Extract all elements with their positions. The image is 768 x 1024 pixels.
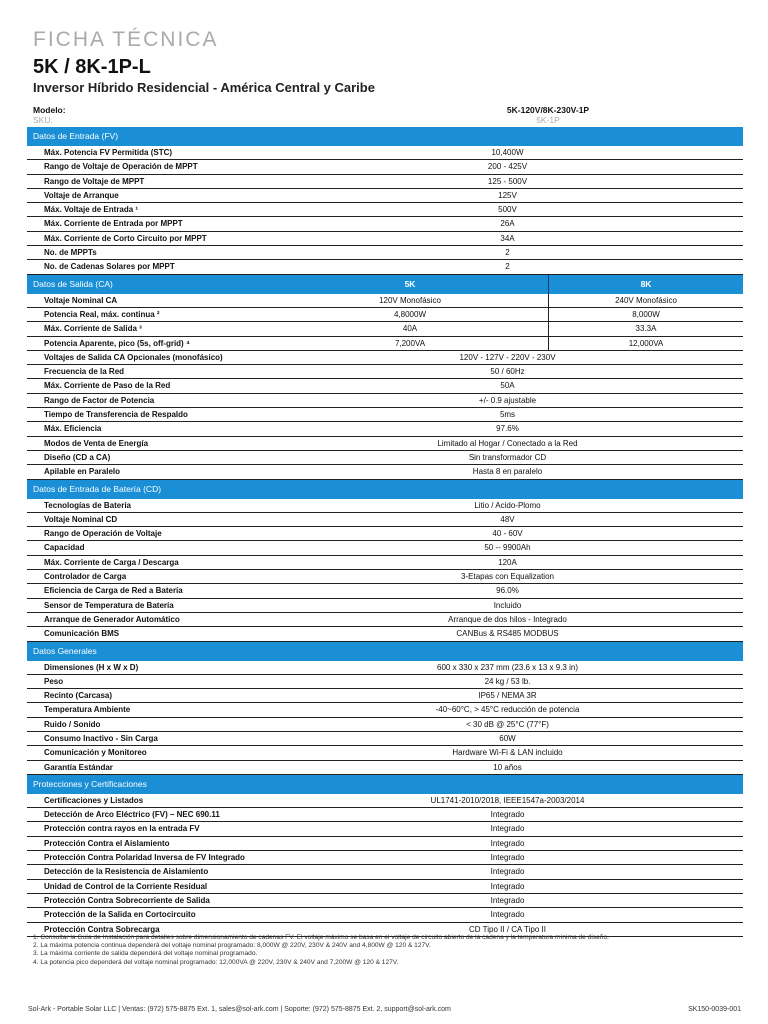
- footer-doc-id: SK150-0039-001: [688, 1006, 741, 1013]
- section-title: Protecciones y Certificaciones: [33, 778, 147, 789]
- spec-row: [27, 499, 743, 513]
- spec-row: [27, 570, 743, 584]
- section-header: [27, 642, 743, 661]
- spec-row: [27, 422, 743, 436]
- spec-row: [27, 203, 743, 217]
- spec-row: [27, 746, 743, 760]
- spec-value: 125 - 500V: [487, 176, 528, 186]
- section-title: Datos de Entrada de Batería (CD): [33, 483, 162, 494]
- section-header: [27, 127, 743, 146]
- spec-row: [27, 160, 743, 174]
- section-title: Datos de Salida (CA): [33, 278, 113, 289]
- spec-label: Rango de Voltaje de Operación de MPPT: [44, 162, 198, 172]
- spec-value: Hardware Wi-Fi & LAN incluido: [452, 748, 563, 758]
- spec-label: Comunicación BMS: [44, 629, 120, 639]
- spec-row: [27, 260, 743, 274]
- footnote: 1. Consultar la Guía de Instalación para detalles sobre dimensionamiento de cadenas FV. El voltaje máximo se basa en el voltaje de circuito abierto de la cadena y la temperatura mínima de diseño.: [33, 934, 609, 941]
- spec-value: 120A: [498, 557, 517, 567]
- model-value: 5K-120V/8K-230V-1P: [506, 105, 590, 115]
- spec-row: [27, 322, 743, 336]
- spec-value: 50 / 60Hz: [490, 367, 525, 377]
- spec-row: [27, 308, 743, 322]
- spec-label: Tecnologías de Batería: [44, 500, 131, 510]
- spec-row: [27, 880, 743, 894]
- spec-row: [27, 451, 743, 465]
- spec-label: Consumo Inactivo - Sin Carga: [44, 733, 158, 743]
- spec-value: 34A: [500, 233, 515, 243]
- footnote: 2. La máxima potencia continua dependerá del voltaje nominal programado: 8,000W @ 220V, 230V & 240V and 4,800W @ 120 & 127V.: [33, 942, 431, 950]
- spec-row: [27, 822, 743, 836]
- spec-label: Garantía Estándar: [44, 762, 113, 772]
- spec-value: +/- 0.9 ajustable: [478, 395, 537, 405]
- spec-row: [27, 584, 743, 598]
- spec-label: Máx. Eficiencia: [44, 424, 102, 434]
- footnote: 3. La máxima corriente de salida dependerá del voltaje nominal programado.: [33, 950, 258, 958]
- footnote: 4. La potencia pico dependerá del voltaje nominal programado: 12,000VA @ 220V, 230V & 240V and 7,200W @ 120 & 127V.: [33, 958, 399, 966]
- spec-value: 40 - 60V: [492, 529, 523, 539]
- subtitle: Inversor Híbrido Residencial - América Central y Caribe: [33, 80, 375, 95]
- spec-value: Integrado: [490, 910, 525, 920]
- spec-row: [27, 794, 743, 808]
- spec-value-5k: 7,200VA: [272, 337, 549, 350]
- spec-value: 120V - 127V - 220V - 230V: [459, 352, 556, 362]
- spec-value-5k: 120V Monofásico: [272, 294, 549, 307]
- spec-label: Dimensiones (H x W x D): [44, 662, 139, 672]
- spec-label: Tiempo de Transferencia de Respaldo: [44, 410, 188, 420]
- spec-label: Protección de la Salida en Cortocircuito: [44, 910, 196, 920]
- footnotes: [33, 934, 745, 967]
- spec-label: Protección Contra el Aislamiento: [44, 838, 170, 848]
- spec-value-8k: 12,000VA: [628, 338, 664, 348]
- section-title: Datos de Entrada (FV): [33, 131, 119, 141]
- spec-value: 24 kg / 53 lb.: [484, 676, 531, 686]
- spec-row: [27, 232, 743, 246]
- spec-row: [27, 689, 743, 703]
- spec-row: [27, 613, 743, 627]
- spec-value: 10,400W: [491, 148, 524, 157]
- column-header-5k: 5K: [404, 278, 416, 289]
- spec-value: Arranque de dos hilos - Integrado: [448, 614, 567, 624]
- spec-value-5k: 4,8000W: [272, 308, 549, 321]
- spec-label: No. de Cadenas Solares por MPPT: [44, 262, 175, 272]
- spec-label: Máx. Voltaje de Entrada ¹: [44, 205, 139, 215]
- spec-value-5k: 40A: [272, 322, 549, 335]
- spec-label: Diseño (CD a CA): [44, 452, 111, 462]
- spec-label: Rango de Operación de Voltaje: [44, 529, 162, 539]
- spec-value: 26A: [500, 219, 515, 229]
- spec-value: Integrado: [490, 838, 525, 848]
- spec-value: CD Tipo II / CA Tipo II: [469, 924, 546, 934]
- spec-row: [27, 761, 743, 775]
- spec-row: [27, 732, 743, 746]
- spec-value: 200 - 425V: [487, 162, 528, 172]
- eyebrow-title: FICHA TÉCNICA: [33, 28, 219, 51]
- spec-value: Integrado: [490, 881, 525, 891]
- spec-row: [27, 365, 743, 379]
- spec-row: [27, 556, 743, 570]
- spec-label: Máx. Corriente de Corto Circuito por MPPT: [44, 233, 207, 243]
- model-row: [33, 105, 743, 127]
- spec-value: Incluido: [493, 600, 522, 610]
- spec-label: Potencia Real, máx. continua ²: [44, 309, 160, 319]
- spec-value: 125V: [498, 190, 517, 200]
- model-title: 5K / 8K-1P-L: [33, 56, 151, 78]
- spec-value-8k: 33.3A: [635, 324, 657, 334]
- spec-label: Máx. Corriente de Entrada por MPPT: [44, 219, 183, 229]
- spec-row: [27, 337, 743, 351]
- spec-label: Protección Contra Polaridad Inversa de FV Integrado: [44, 853, 245, 863]
- spec-label: No. de MPPTs: [44, 248, 97, 258]
- spec-row: [27, 718, 743, 732]
- spec-row: [27, 661, 743, 675]
- spec-row: [27, 908, 743, 922]
- spec-row: [27, 541, 743, 555]
- spec-value: Hasta 8 en paralelo: [472, 467, 543, 477]
- spec-value: Integrado: [490, 824, 525, 834]
- spec-label: Unidad de Control de la Corriente Residual: [44, 881, 208, 891]
- spec-value: -40~60°C, > 45°C reducción de potencia: [435, 705, 580, 715]
- spec-row: [27, 865, 743, 879]
- spec-value: 50A: [500, 381, 515, 391]
- spec-value: Integrado: [490, 867, 525, 877]
- spec-value: 10 años: [493, 762, 522, 772]
- spec-row: [27, 703, 743, 717]
- column-header-8k: 8K: [640, 278, 652, 289]
- spec-label: Potencia Aparente, pico (5s, off-grid) ⁴: [44, 338, 190, 348]
- spec-label: Voltaje Nominal CD: [44, 514, 118, 524]
- spec-table: [27, 127, 743, 937]
- spec-row: [27, 408, 743, 422]
- spec-label: Protección contra rayos en la entrada FV: [44, 824, 200, 834]
- spec-row: [27, 175, 743, 189]
- spec-value: 97.6%: [496, 424, 519, 434]
- spec-label: Apilable en Paralelo: [44, 467, 121, 477]
- spec-value: Integrado: [490, 810, 525, 820]
- spec-value: 600 x 330 x 237 mm (23.6 x 13 x 9.3 in): [437, 662, 578, 672]
- spec-label: Máx. Corriente de Paso de la Red: [44, 381, 171, 391]
- spec-row: [27, 437, 743, 451]
- spec-label: Voltaje de Arranque: [44, 190, 119, 200]
- spec-row: [27, 465, 743, 479]
- spec-row: [27, 894, 743, 908]
- spec-value-8k: 240V Monofásico: [615, 295, 677, 305]
- spec-value: 48V: [500, 514, 515, 524]
- spec-value: IP65 / NEMA 3R: [478, 691, 537, 701]
- spec-value: 3-Etapas con Equalization: [461, 572, 554, 582]
- spec-label: Peso: [44, 676, 64, 686]
- spec-value: Sin transformador CD: [468, 452, 547, 462]
- spec-row: [27, 599, 743, 613]
- spec-label: Máx. Corriente de Carga / Descarga: [44, 557, 179, 567]
- model-label: Modelo:: [33, 105, 66, 115]
- spec-value: 60W: [499, 733, 516, 743]
- spec-value: Integrado: [490, 895, 525, 905]
- spec-row: [27, 527, 743, 541]
- spec-value: 5ms: [499, 410, 516, 420]
- spec-row: [27, 294, 743, 308]
- spec-row: [27, 808, 743, 822]
- sku-value: 5K-1P: [536, 115, 560, 125]
- spec-label: Protección Contra Sobrecorriente de Salida: [44, 895, 210, 905]
- spec-label: Temperatura Ambiente: [44, 705, 131, 715]
- spec-value: Litio / Acido-Plomo: [474, 500, 541, 510]
- spec-label: Modos de Venta de Energía: [44, 438, 149, 448]
- spec-row: [27, 837, 743, 851]
- spec-label: Recinto (Carcasa): [44, 691, 113, 701]
- spec-row: [27, 351, 743, 365]
- spec-value: 50 -- 9900Ah: [484, 543, 531, 553]
- spec-row: [27, 851, 743, 865]
- spec-label: Protección Contra Sobrecarga: [44, 924, 160, 934]
- spec-label: Ruido / Sonido: [44, 719, 101, 729]
- spec-value: Limitado al Hogar / Conectado a la Red: [437, 438, 578, 448]
- spec-row: [27, 246, 743, 260]
- section-header: [27, 775, 743, 794]
- spec-label: Máx. Potencia FV Permitida (STC): [44, 148, 173, 157]
- spec-label: Detección de Arco Eléctrico (FV) – NEC 690.11: [44, 810, 220, 820]
- spec-value: Integrado: [490, 853, 525, 863]
- spec-value: 500V: [498, 205, 517, 215]
- spec-label: Eficiencia de Carga de Red a Batería: [44, 586, 183, 596]
- spec-label: Máx. Corriente de Salida ³: [44, 324, 142, 334]
- section-header: [27, 480, 743, 499]
- footer-contact: Sol-Ark - Portable Solar LLC | Ventas: (972) 575-8875 Ext. 1, sales@sol-ark.com | Soporte: (972) 575-8875 Ext. 2, support@sol-ark.com: [28, 1006, 451, 1013]
- spec-label: Controlador de Carga: [44, 572, 127, 582]
- spec-row: [27, 189, 743, 203]
- spec-value: UL1741-2010/2018, IEEE1547a-2003/2014: [430, 795, 585, 805]
- spec-row: [27, 627, 743, 641]
- spec-value: 96.0%: [496, 586, 519, 596]
- spec-label: Capacidad: [44, 543, 85, 553]
- spec-label: Voltajes de Salida CA Opcionales (monofásico): [44, 352, 223, 362]
- spec-label: Detección de la Resistencia de Aislamiento: [44, 867, 209, 877]
- spec-row: [27, 146, 743, 160]
- spec-label: Rango de Voltaje de MPPT: [44, 176, 145, 186]
- spec-row: [27, 513, 743, 527]
- section-title: Datos Generales: [33, 645, 97, 656]
- spec-label: Arranque de Generador Automático: [44, 614, 180, 624]
- spec-row: [27, 675, 743, 689]
- spec-value: CANBus & RS485 MODBUS: [456, 629, 559, 639]
- spec-value: 2: [505, 248, 510, 258]
- spec-label: Certificaciones y Listados: [44, 795, 144, 805]
- spec-label: Frecuencia de la Red: [44, 367, 125, 377]
- spec-row: [27, 379, 743, 393]
- spec-row: [27, 394, 743, 408]
- spec-row: [27, 217, 743, 231]
- spec-label: Voltaje Nominal CA: [44, 295, 118, 305]
- spec-label: Sensor de Temperatura de Batería: [44, 600, 174, 610]
- sku-label: SKU:: [33, 115, 53, 125]
- spec-value-8k: 8,000W: [632, 309, 660, 319]
- spec-value: < 30 dB @ 25°C (77°F): [466, 719, 549, 729]
- section-header: [27, 275, 743, 294]
- document-header: [33, 28, 375, 96]
- spec-value: 2: [505, 262, 510, 272]
- spec-label: Comunicación y Monitoreo: [44, 748, 147, 758]
- spec-label: Rango de Factor de Potencia: [44, 395, 155, 405]
